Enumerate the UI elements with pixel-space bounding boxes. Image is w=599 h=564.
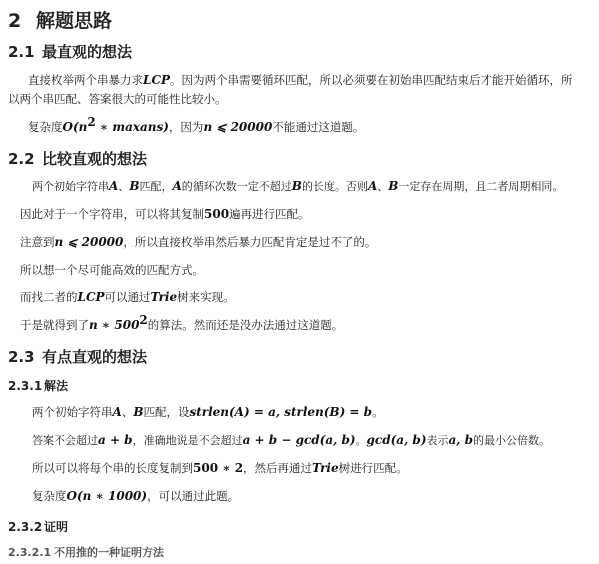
- math: A: [367, 179, 378, 193]
- paragraph-2-2-line-2: [20, 204, 310, 225]
- section-heading-2: [8, 6, 112, 33]
- math: A: [112, 405, 122, 419]
- text: 因此对于一个字符串，可以将其复制: [20, 207, 204, 221]
- math: B: [291, 179, 302, 193]
- section-title: 解法: [44, 379, 69, 393]
- math: a + b − gcd(a, b): [242, 433, 356, 447]
- paragraph-2-2-line-6: [20, 315, 343, 336]
- paragraph-2-2-line-4: [20, 260, 204, 281]
- text: 遍再进行匹配。: [229, 207, 310, 221]
- section-title: 有点直观的想法: [42, 348, 148, 366]
- text: 不能通过这道题。: [272, 120, 365, 134]
- math: LCP: [77, 290, 105, 304]
- paragraph-2-2-line-5: [20, 287, 235, 308]
- section-number: 2.3.2.1: [8, 546, 52, 559]
- text: ，可以通过此题。: [147, 489, 240, 503]
- math-lcp: LCP: [143, 73, 171, 87]
- paragraph-2-1-line-1: [28, 70, 573, 91]
- text: 的循环次数一定不超过: [181, 180, 292, 193]
- text: 两个初始字符串: [32, 405, 113, 419]
- math: n ∗ 500: [89, 318, 140, 332]
- text: 两个初始字符串: [32, 180, 109, 193]
- math: ∗ maxans): [95, 120, 169, 134]
- text: 、: [377, 180, 389, 193]
- section-heading-2-3-1: [8, 377, 68, 394]
- text: 。: [372, 405, 384, 419]
- text: ，然后再通过: [243, 461, 313, 475]
- section-number: 2.3: [8, 348, 35, 366]
- text: 。: [355, 434, 367, 447]
- math: O(n: [62, 120, 88, 134]
- math: n ⩽ 20000: [54, 235, 124, 249]
- text: 而找二者的: [20, 290, 78, 304]
- math: Trie: [312, 461, 339, 475]
- text: 可以通过: [104, 290, 151, 304]
- text: 复杂度: [32, 489, 67, 503]
- section-number: 2.1: [8, 43, 35, 61]
- section-title: 解题思路: [36, 10, 113, 32]
- math: 500 ∗ 2: [193, 461, 244, 475]
- text: 。因为两个串需要循环匹配，所以必须要在初始串匹配结束后才能开始循环，所: [170, 73, 573, 87]
- text: 注意到: [20, 235, 55, 249]
- math: n ⩽ 20000: [203, 120, 273, 134]
- math: Trie: [150, 290, 178, 304]
- math: B: [133, 405, 144, 419]
- math: strlen(A) = a, strlen(B) = b: [189, 405, 373, 419]
- text: 表示: [426, 434, 449, 447]
- section-title: 不用推的一种证明方法: [54, 546, 164, 559]
- math: B: [129, 179, 140, 193]
- math: A: [109, 179, 119, 193]
- math: B: [388, 179, 399, 193]
- section-heading-2-3-2: [8, 518, 68, 535]
- text: 所以可以将每个串的长度复制到: [32, 461, 193, 475]
- section-heading-2-3: [8, 346, 147, 367]
- text: 的最小公倍数。: [473, 434, 551, 447]
- paragraph-2-3-1-line-4: [32, 486, 239, 507]
- section-heading-2-3-2-1: [8, 544, 164, 560]
- text: 以两个串匹配、答案很大的可能性比较小。: [8, 92, 227, 106]
- text: 的长度。否则: [301, 180, 368, 193]
- text: 树进行匹配。: [338, 461, 408, 475]
- paragraph-2-2-line-3: [20, 232, 376, 253]
- text: ，因为: [168, 120, 204, 134]
- text: 、: [118, 180, 130, 193]
- math: a + b: [98, 433, 133, 447]
- math-sup: 2: [87, 115, 96, 130]
- text: 所以想一个尽可能高效的匹配方式。: [20, 263, 204, 277]
- text: 一定存在周期，且二者周期相同。: [398, 180, 564, 193]
- section-number: 2.2: [8, 150, 35, 168]
- text: ，所以直接枚举串然后暴力匹配肯定是过不了的。: [123, 235, 377, 249]
- text: 匹配，设: [143, 405, 190, 419]
- section-title: 比较直观的想法: [42, 150, 148, 168]
- paragraph-2-1-complexity: [28, 117, 364, 138]
- text: 于是就得到了: [20, 318, 89, 332]
- section-number: 2.3.1: [8, 379, 43, 393]
- text: 答案不会超过: [32, 434, 98, 447]
- text: 、: [121, 405, 134, 419]
- text: 的算法。然而还是没办法通过这道题。: [147, 318, 344, 332]
- math: A: [172, 179, 182, 193]
- section-heading-2-1: [8, 41, 132, 62]
- math-sup: 2: [139, 313, 148, 328]
- paragraph-2-3-1-line-1: [32, 402, 384, 423]
- paragraph-2-3-1-line-3: [32, 458, 408, 479]
- text: 树来实现。: [177, 290, 235, 304]
- text: 匹配，: [139, 180, 173, 193]
- text: 直接枚举两个串暴力求: [28, 73, 143, 87]
- paragraph-2-3-1-line-2: [32, 430, 550, 451]
- section-number: 2.3.2: [8, 520, 43, 534]
- text: 复杂度: [28, 120, 63, 134]
- math: gcd(a, b): [366, 433, 427, 447]
- section-number: 2: [8, 10, 22, 32]
- math: 500: [204, 207, 230, 221]
- math: O(n ∗ 1000): [66, 489, 148, 503]
- section-title: 证明: [44, 520, 69, 534]
- text: ，准确地说是不会超过: [132, 434, 243, 447]
- paragraph-2-2-line-1: [32, 176, 563, 197]
- section-title: 最直观的想法: [42, 43, 133, 61]
- math: a, b: [448, 433, 474, 447]
- section-heading-2-2: [8, 148, 147, 169]
- paragraph-2-1-line-2: [8, 89, 227, 110]
